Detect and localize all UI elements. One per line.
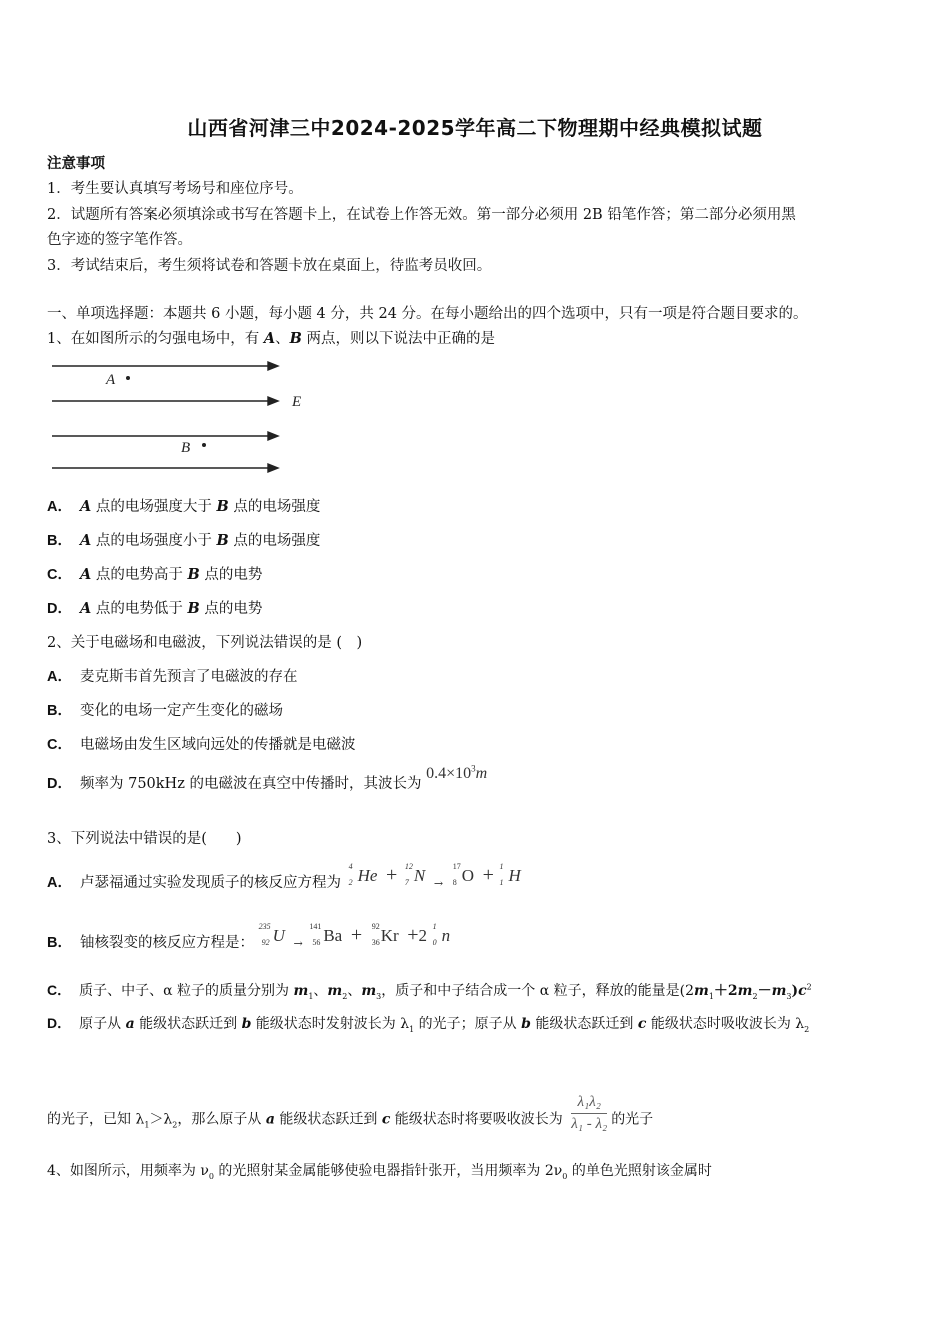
option-point: A [79,600,92,617]
q4-text: 的单色光照射该金属时 [567,1163,712,1179]
electric-field-diagram [46,356,316,478]
superscript: 2 [806,982,812,992]
separator: 、 [347,983,362,999]
option-label: D． [47,601,72,617]
atomic-number: 56 [312,938,321,947]
option-text: 能级状态跃迁到 [274,1111,382,1128]
option-text: 原子从 [79,1016,126,1032]
q1-option-b[interactable] [47,529,320,550]
mass-number: 235 [258,922,271,931]
q2-option-a[interactable] [47,665,297,686]
option-text: 点的电势低于 [91,601,188,617]
option-label: A． [47,669,72,685]
subscript: 1 [409,1024,415,1034]
symbol: O [461,866,474,885]
field-arrow-4 [268,464,278,472]
mass-number: 1 [432,922,437,931]
atomic-number: 0 [432,938,437,947]
fission-equation [258,922,451,950]
q2-option-c[interactable] [47,733,355,754]
mass-number: 92 [371,922,380,931]
level-symbol: a [125,1016,135,1032]
atomic-number: 92 [261,938,270,947]
math-exponent: 3 [471,763,476,774]
option-text: 能级状态跃迁到 [530,1016,638,1032]
symbol: Kr [380,926,399,945]
option-text: 铀核裂变的核反应方程是： [79,935,254,951]
q1-stem [47,327,495,348]
subscript: 1 [308,991,314,1001]
notice-item-1: 1．考生要认真填写考场号和座位序号。 [47,181,303,197]
option-label: B． [47,935,72,951]
subscript: 3 [376,991,382,1001]
mass-symbol: m [771,983,787,999]
option-text: 电磁场由发生区域向远处的传播就是电磁波 [79,737,356,753]
option-text: ＞λ [149,1111,173,1128]
plus-sign: + [350,924,363,946]
symbol: He [357,866,378,885]
q3-option-c[interactable] [47,980,812,1001]
option-text: 点的电势 [199,567,263,583]
option-text: 能级状态时将要吸收波长为 [390,1111,563,1128]
q1-point-b: B [289,330,302,347]
option-label: B． [47,533,72,549]
option-text: 卢瑟福通过实验发现质子的核反应方程为 [79,875,341,891]
field-arrow-3 [268,432,278,440]
option-label: C． [47,567,72,583]
field-label-e: E [292,394,302,410]
q4-stem [47,1160,712,1181]
atomic-number: 1 [499,878,504,887]
subscript: 2 [752,991,758,1001]
subscript: 2 [172,1120,178,1130]
option-point: B [187,600,200,617]
level-symbol: a [265,1111,275,1128]
mass-number: 141 [309,922,322,931]
field-arrow-1 [268,362,278,370]
option-text: ，质子和中子结合成一个 α 粒子，释放的能量是(2 [381,983,694,999]
math-unit: m [475,765,488,782]
option-text: 的光子，已知 λ [47,1111,145,1128]
q4-text: 的光照射某金属能够使验电器指针张开，当用频率为 2ν [213,1163,563,1179]
symbol: H [508,866,521,885]
option-text: ，那么原子从 [177,1111,266,1128]
plus-sign: + [407,924,419,946]
section-heading: 一、单项选择题：本题共 6 小题，每小题 4 分，共 24 分。在每小题给出的四个选项中，只有一项是符合题目要求的。 [47,306,808,322]
option-point: A [79,532,92,549]
subscript: 1 [144,1120,150,1130]
option-point: B [216,532,229,549]
nuclide-o [452,862,474,887]
mass-symbol: m [327,983,343,999]
plus-sign: + [386,864,398,886]
notice-item-3: 3．考试结束后，考生须将试卷和答题卡放在桌面上，待监考员收回。 [47,258,492,274]
nuclide-he [348,862,378,887]
subscript: 2 [804,1024,810,1034]
mass-number: 17 [452,862,461,871]
level-symbol: b [241,1016,252,1032]
nuclide-neutron [432,922,451,947]
atomic-number: 36 [371,938,380,947]
option-point: A [79,566,92,583]
option-text: 点的电势 [199,601,263,617]
option-text: 质子、中子、α 粒子的质量分别为 [79,983,294,999]
level-symbol: b [521,1016,531,1032]
atomic-number: 7 [404,878,409,887]
atomic-number: 8 [452,878,457,887]
q3-option-d[interactable] [47,1013,809,1034]
atomic-number: 2 [348,878,353,887]
point-b-label: B [181,440,191,456]
level-symbol: c [381,1111,391,1128]
option-label: D． [47,1015,72,1031]
option-point: B [187,566,200,583]
q3-stem: 3、下列说法中错误的是( ) [47,831,242,847]
symbol: n [441,926,451,945]
mass-symbol: m [693,983,709,999]
q1-stem-text: 1、在如图所示的匀强电场中，有 [47,331,264,347]
page-title: 山西省河津三中2024-2025学年高二下物理期中经典模拟试题 [187,116,763,140]
reaction-arrow: → [293,937,303,950]
mass-number: 12 [404,862,413,871]
coefficient: 2 [418,926,428,945]
q1-option-c[interactable] [47,563,262,584]
operator: ＋2 [713,983,738,999]
option-text: 麦克斯韦首先预言了电磁波的存在 [79,669,298,685]
option-point: B [216,498,229,515]
option-text: 的光子；原子从 [414,1016,522,1032]
option-label: C． [47,982,72,998]
q4-text: 4、如图所示，用频率为 ν [47,1163,209,1179]
rutherford-equation [348,862,521,890]
light-speed-symbol: c [798,983,807,999]
level-symbol: c [637,1016,647,1032]
mass-symbol: m [293,983,309,999]
option-text: 点的电场强度 [228,533,321,549]
q1-option-d[interactable] [47,597,262,618]
option-text: 频率为 750kHz 的电磁波在真空中传播时，其波长为 [79,776,422,792]
notice-item-2-cont: 色字迹的签字笔作答。 [47,232,192,248]
notice-heading: 注意事项 [47,155,105,172]
option-text: 能级状态跃迁到 [134,1016,242,1032]
option-text: 点的电场强度大于 [91,499,217,515]
option-label: A． [47,875,72,891]
q3-option-b[interactable] [47,922,451,956]
option-text: 点的电场强度小于 [91,533,217,549]
q2-option-d[interactable] [47,763,488,793]
symbol: U [272,926,285,945]
operator: ) [791,983,799,999]
mass-number: 1 [499,862,504,871]
operator: － [757,983,772,999]
option-point: A [79,498,92,515]
point-a-label: A [106,372,116,388]
option-text: 的光子 [611,1111,654,1128]
q2-stem: 2、关于电磁场和电磁波，下列说法错误的是 ( ) [47,635,363,651]
fraction-denominator: λ₁ - λ₂ [571,1116,608,1132]
notice-item-2: 2．试题所有答案必须填涂或书写在答题卡上，在试卷上作答无效。第一部分必须用 2B 铅笔作答；第二部分必须用黑 [47,207,796,223]
option-label: A． [47,499,72,515]
plus-sign: + [482,864,494,886]
nuclide-h [499,862,521,887]
subscript: 0 [562,1171,568,1181]
nuclide-u [258,922,285,947]
nuclide-ba [309,922,343,947]
mass-symbol: m [737,983,753,999]
point-b-dot [202,443,206,447]
nuclide-kr [371,922,399,947]
subscript: 1 [708,991,714,1001]
wavelength-fraction [571,1094,607,1133]
symbol: N [413,866,426,885]
subscript: 0 [208,1171,214,1181]
q3-option-a[interactable] [47,862,521,896]
field-arrow-2 [268,397,278,405]
option-label: D． [47,776,72,792]
option-text: 能级状态时吸收波长为 λ [646,1016,805,1032]
q1-option-a[interactable] [47,495,320,516]
subscript: 3 [786,991,792,1001]
mass-symbol: m [361,983,377,999]
point-a-dot [126,376,130,380]
wavelength-expression [426,765,487,782]
q3-option-d-cont [47,1094,654,1139]
option-text: 点的电势高于 [91,567,188,583]
option-label: C． [47,737,72,753]
separator: 、 [313,983,328,999]
option-label: B． [47,703,72,719]
symbol: Ba [323,926,343,945]
subscript: 2 [342,991,348,1001]
option-text: 点的电场强度 [228,499,321,515]
nuclide-n [404,862,426,887]
option-text: 能级状态时发射波长为 λ [251,1016,410,1032]
q1-sep: 、 [275,331,290,347]
q2-option-b[interactable] [47,699,283,720]
mass-number: 4 [348,862,353,871]
option-text: 变化的电场一定产生变化的磁场 [79,703,283,719]
q1-point-a: A [263,330,276,347]
q1-stem-end: 两点，则以下说法中正确的是 [301,331,495,347]
fraction-numerator: λ₁λ₂ [571,1094,607,1114]
reaction-arrow: → [433,877,444,890]
math-base: 0.4×10 [426,765,472,782]
